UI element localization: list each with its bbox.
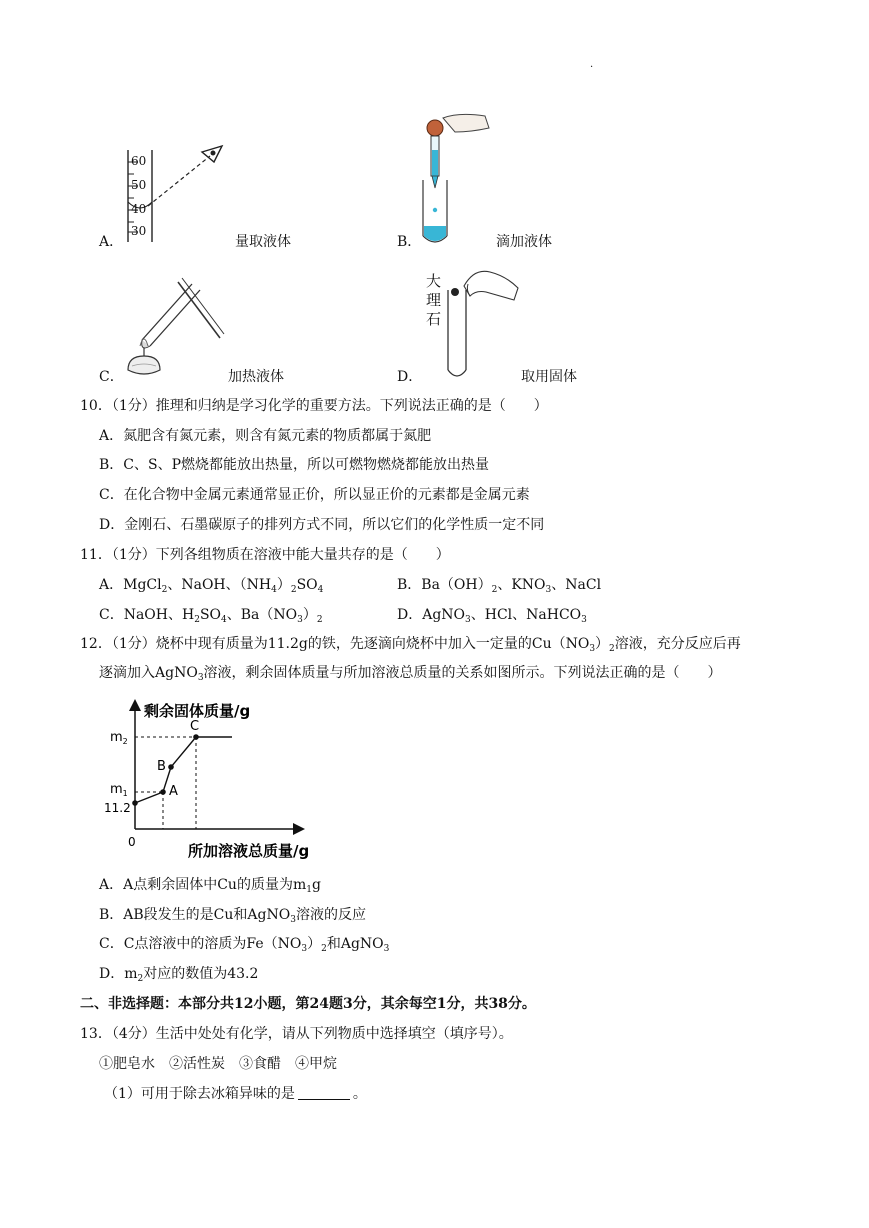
scale-label-60: 60 — [131, 154, 147, 168]
option-letter-d: D． — [397, 369, 423, 385]
q13-sub1: （1）可用于除去冰箱异味的是 。 — [104, 1086, 367, 1102]
caption-drop-liquid: 滴加液体 — [496, 234, 552, 250]
figure-heating-liquid — [122, 272, 227, 382]
point-c — [193, 734, 199, 740]
tick-m1: $m_1$ — [110, 782, 128, 798]
y-axis-label: 剩余固体质量/g — [144, 702, 251, 720]
point-start — [132, 800, 138, 806]
label-a: A — [169, 784, 178, 799]
q10-stem: 10．（1分）推理和归纳是学习化学的重要方法。下列说法正确的是（ ） — [80, 398, 548, 414]
q12-stem-line2: 逐滴加入AgNO$_3$溶液，剩余固体质量与所加溶液总质量的关系如图所示。下列说法正确的是（ ） — [99, 665, 722, 683]
scale-label-30: 30 — [131, 224, 147, 238]
q10-option-c: C．在化合物中金属元素通常显正价，所以显正价的元素都是金属元素 — [99, 487, 530, 503]
answer-blank[interactable] — [298, 1087, 350, 1100]
mass-graph — [104, 696, 344, 864]
tick-m2: $m_2$ — [110, 730, 128, 746]
x-axis-label: 所加溶液总质量/g — [188, 842, 310, 860]
mass-curve — [135, 737, 232, 803]
q12-option-a: A．A点剩余固体中Cu的质量为$m_1g$ — [99, 877, 321, 895]
section-heading: 二、非选择题：本部分共12小题，第24题3分，其余每空1分，共38分。 — [80, 996, 536, 1012]
q12-option-c: C．C点溶液中的溶质为$Fe(NO_3)_2$和AgNO$_3$ — [99, 936, 390, 954]
marble-label-char-1: 大 — [426, 272, 442, 290]
scale-label-50: 50 — [131, 178, 147, 192]
origin-label: 0 — [128, 835, 136, 849]
option-letter-b: B． — [397, 234, 422, 250]
q11-option-d: D．AgNO$_3$、HCl、NaHCO$_3$ — [397, 607, 587, 625]
q10-option-a: A．氮肥含有氮元素，则含有氮元素的物质都属于氮肥 — [99, 428, 432, 444]
q10-option-d: D．金刚石、石墨碳原子的排列方式不同，所以它们的化学性质一定不同 — [99, 517, 545, 533]
figure-take-solid — [444, 266, 524, 381]
q11-option-c: C．NaOH、$H_2SO_4$、$Ba(NO_3)_2$ — [99, 607, 323, 625]
q11-option-a: A．MgCl$_2$、NaOH、$(NH_4)_2SO_4$ — [99, 577, 324, 595]
point-a — [160, 789, 166, 795]
caption-measure-liquid: 量取液体 — [235, 234, 291, 250]
q13-options: ①肥皂水 ②活性炭 ③食醋 ④甲烷 — [99, 1056, 337, 1072]
q13-stem: 13．（4分）生活中处处有化学，请从下列物质中选择填空（填序号）。 — [80, 1026, 513, 1042]
label-b: B — [157, 759, 166, 774]
q12-stem-line1: 12．（1分）烧杯中现有质量为11.2g的铁，先逐滴向烧杯中加入一定量的$Cu(NO_3)_2$溶液，充分反应后再 — [80, 636, 741, 654]
caption-heat-liquid: 加热液体 — [228, 369, 284, 385]
header-mark: . — [590, 59, 594, 70]
q11-option-b: B．$Ba(OH)_2$、$KNO_3$、NaCl — [397, 577, 602, 595]
q12-option-d: D．$m_2$对应的数值为43.2 — [99, 966, 259, 984]
figure-dropper — [415, 110, 495, 250]
q11-stem: 11．（1分）下列各组物质在溶液中能大量共存的是（ ） — [80, 547, 450, 563]
marble-label-char-2: 理 — [426, 291, 442, 309]
marble-label-char-3: 石 — [426, 310, 442, 328]
point-b — [168, 764, 174, 770]
q10-option-b: B．C、S、P燃烧都能放出热量，所以可燃物燃烧都能放出热量 — [99, 457, 490, 473]
scale-label-40: 40 — [131, 202, 147, 216]
option-letter-c: C． — [99, 369, 124, 385]
tick-11-2: 11.2 — [104, 801, 131, 815]
option-letter-a: A． — [99, 234, 124, 250]
q12-option-b: B．AB段发生的是Cu和AgNO$_3$溶液的反应 — [99, 907, 366, 925]
label-c: C — [190, 719, 200, 734]
caption-take-solid: 取用固体 — [521, 369, 577, 385]
